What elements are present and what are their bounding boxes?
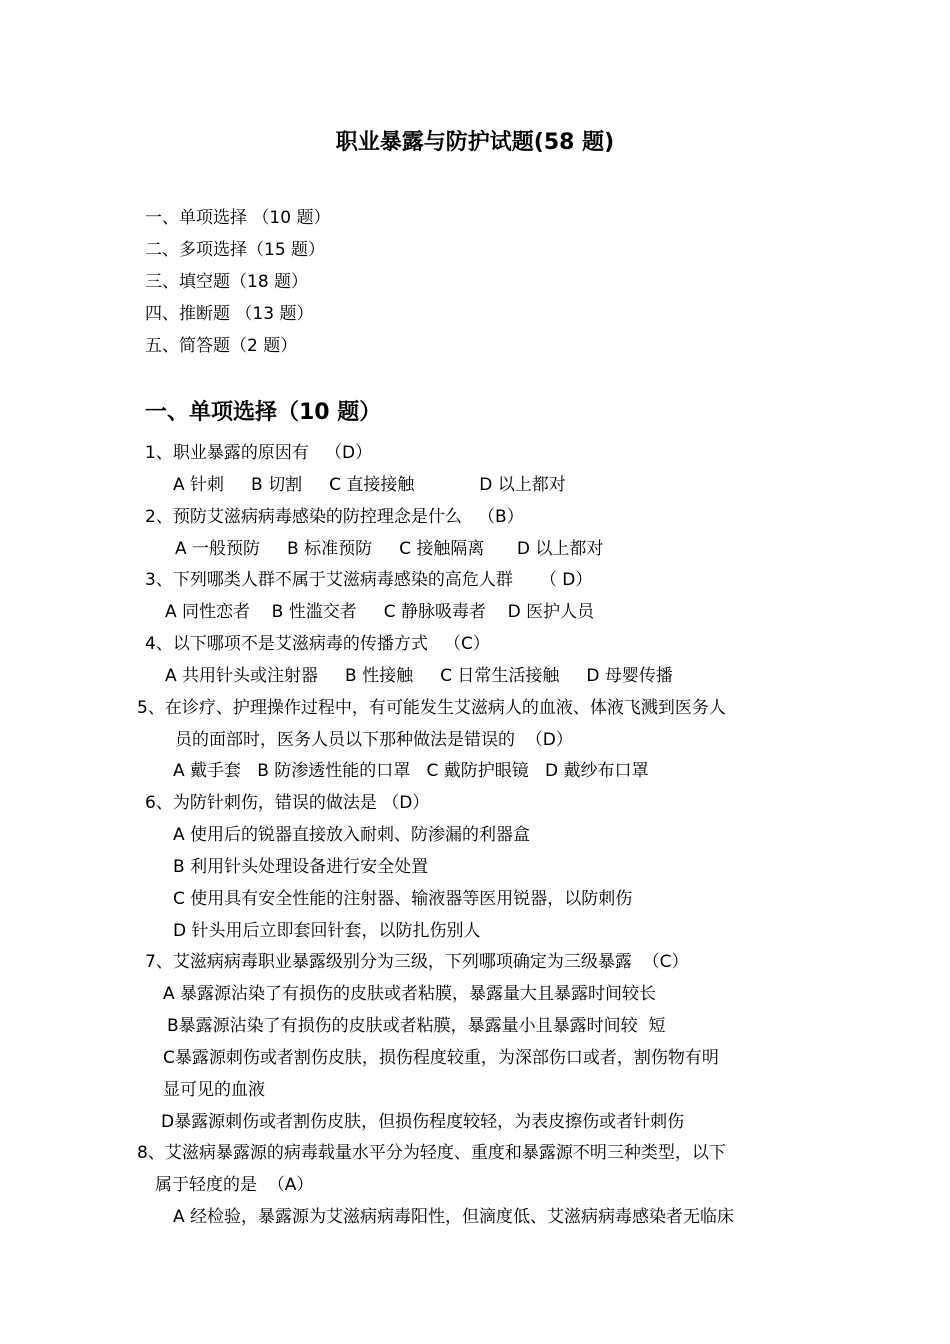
option-8a: A 经检验，暴露源为艾滋病病毒阳性，但滴度低、艾滋病病毒感染者无临床 xyxy=(173,1207,735,1227)
options-4: A 共用针头或注射器 B 性接触 C 日常生活接触 D 母婴传播 xyxy=(165,666,673,686)
option-7d: D暴露源刺伤或者割伤皮肤，但损伤程度较轻，为表皮擦伤或者针刺伤 xyxy=(161,1112,685,1132)
document-title: 职业暴露与防护试题(58 题) xyxy=(335,130,615,155)
option-7a: A 暴露源沾染了有损伤的皮肤或者粘膜，暴露量大且暴露时间较长 xyxy=(163,984,657,1004)
question-8-line-1: 8、艾滋病暴露源的病毒载量水平分为轻度、重度和暴露源不明三种类型，以下 xyxy=(137,1143,726,1163)
section-heading-single-choice: 一、单项选择（10 题） xyxy=(145,400,382,425)
question-4: 4、以下哪项不是艾滋病毒的传播方式 （C） xyxy=(145,634,490,654)
option-6a: A 使用后的锐器直接放入耐刺、防渗漏的利器盒 xyxy=(173,825,531,845)
question-1: 1、职业暴露的原因有 （D） xyxy=(145,443,373,463)
toc-item-1: 一、单项选择 （10 题） xyxy=(145,208,331,228)
option-7c-line-1: C暴露源刺伤或者割伤皮肤，损伤程度较重，为深部伤口或者，割伤物有明 xyxy=(163,1048,719,1068)
question-6: 6、为防针刺伤，错误的做法是 （D） xyxy=(145,793,430,813)
option-6b: B 利用针头处理设备进行安全处置 xyxy=(173,857,429,877)
question-5-line-1: 5、在诊疗、护理操作过程中，有可能发生艾滋病人的血液、体液飞溅到医务人 xyxy=(137,698,726,718)
toc-item-3: 三、填空题（18 题） xyxy=(145,272,309,292)
question-7: 7、艾滋病病毒职业暴露级别分为三级，下列哪项确定为三级暴露 （C） xyxy=(145,952,689,972)
question-8-line-2: 属于轻度的是 （A） xyxy=(155,1175,314,1195)
option-7c-line-2: 显可见的血液 xyxy=(163,1080,265,1100)
options-1: A 针刺 B 切割 C 直接接触 D 以上都对 xyxy=(173,475,566,495)
toc-item-2: 二、多项选择（15 题） xyxy=(145,240,326,260)
option-6c: C 使用具有安全性能的注射器、输液器等医用锐器，以防刺伤 xyxy=(173,889,633,909)
options-3: A 同性恋者 B 性滥交者 C 静脉吸毒者 D 医护人员 xyxy=(165,602,595,622)
options-5: A 戴手套 B 防渗透性能的口罩 C 戴防护眼镜 D 戴纱布口罩 xyxy=(173,761,649,781)
toc-item-4: 四、推断题 （13 题） xyxy=(145,304,314,324)
option-6d: D 针头用后立即套回针套，以防扎伤别人 xyxy=(173,921,481,941)
option-7b: B暴露源沾染了有损伤的皮肤或者粘膜，暴露量小且暴露时间较 短 xyxy=(167,1016,666,1036)
question-2: 2、预防艾滋病病毒感染的防控理念是什么 （B） xyxy=(145,507,524,527)
toc-item-5: 五、简答题（2 题） xyxy=(145,336,298,356)
question-3: 3、下列哪类人群不属于艾滋病毒感染的高危人群 （ D） xyxy=(145,570,593,590)
options-2: A 一般预防 B 标准预防 C 接触隔离 D 以上都对 xyxy=(175,539,604,559)
question-5-line-2: 员的面部时，医务人员以下那种做法是错误的 （D） xyxy=(175,730,573,750)
